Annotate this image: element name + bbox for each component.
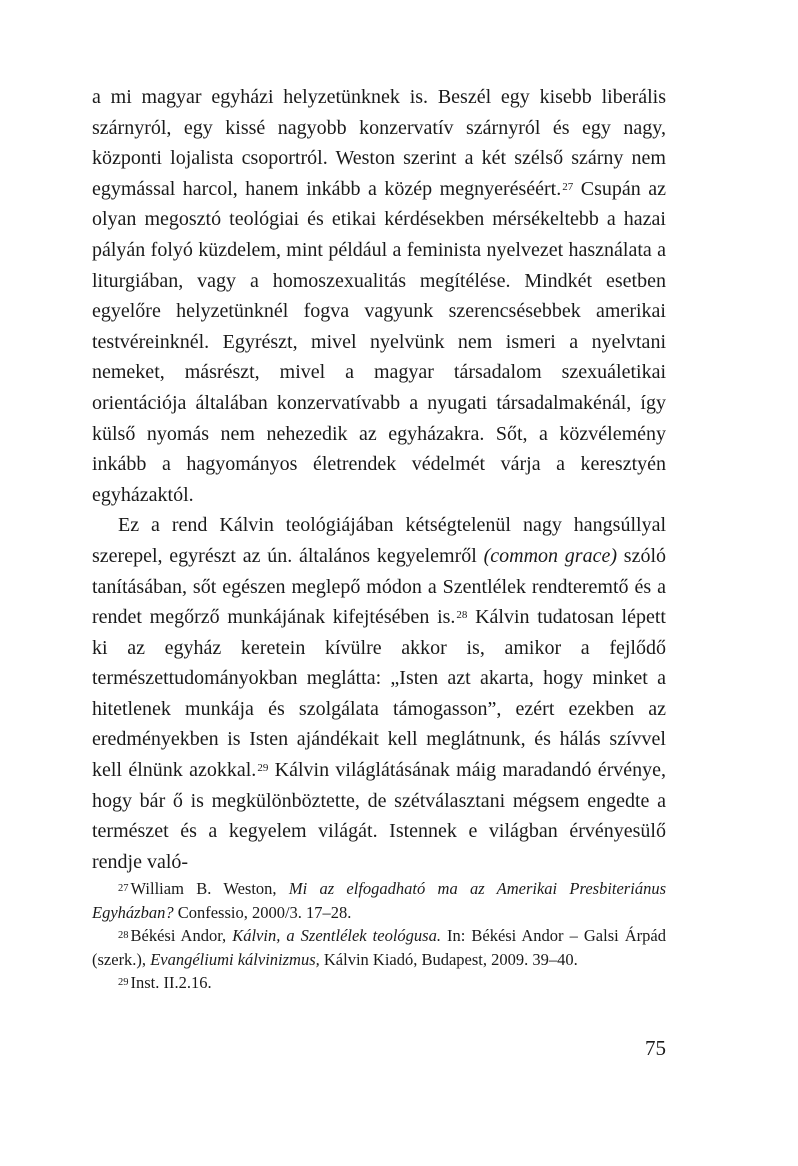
footnote-ref-27[interactable]: 27 <box>562 180 574 193</box>
footnote-ref-28[interactable]: 28 <box>456 609 468 622</box>
footnote-text: William B. Weston, <box>130 879 289 898</box>
paragraph-2 <box>92 510 666 877</box>
paragraph-2-text-c: Kálvin tudatosan lépett ki az egyház keretein kívülre akkor is, amikor a fejlődő természettudományokban meglátta: „Isten azt akarta, hogy minket a hitetlenek munkája és szolgálata támogasson”, ezért ezekben az eredményekben is Isten ajándékait kell meglátnunk, és hálás szívvel kell élnünk azokkal. <box>92 606 666 782</box>
paragraph-2-text-a: Ez a rend Kálvin teológiájában kétségtelenül nagy hangsúllyal szerepel, egyrészt az ún. általános kegyelemről <box>92 514 666 567</box>
paragraph-2-text-d: Kálvin világlátásának máig maradandó érvénye, hogy bár ő is megkülönböztette, de szétválasztani mégsem engedte a természet és a kegyelem világát. Istennek e világban érvényesülő rendje való- <box>92 759 666 873</box>
footnote-number: 28 <box>118 930 129 942</box>
footnote-number: 27 <box>118 883 129 894</box>
footnote-text: Békési Andor, <box>130 926 233 946</box>
footnote-29 <box>92 971 666 995</box>
footnote-text: Kálvin Kiadó, Budapest, 2009. 39–40. <box>319 949 578 969</box>
paragraph-1 <box>92 82 666 510</box>
body-text <box>92 82 666 877</box>
footnotes <box>92 877 666 995</box>
footnote-italic: Kálvin, a Szentlélek teológusa. <box>232 926 441 946</box>
paragraph-1-text-a: a mi magyar egyházi helyzetünknek is. Beszél egy kisebb liberális szárnyról, egy kissé nagyobb konzervatív szárnyról és egy nagy, központi lojalista csoportról. Weston szerint a két szélső szárny nem egymással harcol, hanem inkább a közép megnyeréséért. <box>92 86 666 200</box>
paragraph-1-text-b: Csupán az olyan megosztó teológiai és etikai kérdésekben mérsékeltebb a hazai pályán folyó küzdelem, mint például a feminista nyelvezet használata a liturgiában, vagy a homoszexualitás megítélése. Mindkét esetben egyelőre helyzetünknél fogva vagyunk szerencsésebbek amerikai testvéreinknél. Egyrészt, mivel nyelvünk nem ismeri a nyelvtani nemeket, másrészt, mivel a magyar társadalom szexuáletikai orientációja általában konzervatívabb a nyugati társadalmakénál, így külső nyomás nem nehezedik az egyházakra. Sőt, a közvélemény inkább a hagyományos életrendek védelmét várja a keresztyén egyházaktól. <box>92 177 666 506</box>
footnote-italic: Evangéliumi kálvinizmus, <box>150 949 320 969</box>
footnote-italic: Mi az elfogadható ma az Amerikai Presbiteriánus Egyházban? <box>92 879 666 922</box>
footnote-text: Inst. II.2.16. <box>130 973 212 993</box>
page-number: 75 <box>645 1036 666 1060</box>
paragraph-2-text-b: szóló tanításában, sőt egészen meglepő módon a Szentlélek rendteremtő és a rendet megőrző munkájának kifejtésében is. <box>92 544 667 629</box>
paragraph-2-italic: (common grace) <box>483 544 618 567</box>
footnote-number: 29 <box>118 977 129 989</box>
footnote-ref-29[interactable]: 29 <box>257 762 269 775</box>
footnote-28 <box>92 924 666 971</box>
footnote-text: Confessio, 2000/3. 17–28. <box>173 902 352 922</box>
footnote-27 <box>92 877 666 924</box>
footnote-text: In: Békési Andor – Galsi Árpád (szerk.), <box>92 926 666 969</box>
